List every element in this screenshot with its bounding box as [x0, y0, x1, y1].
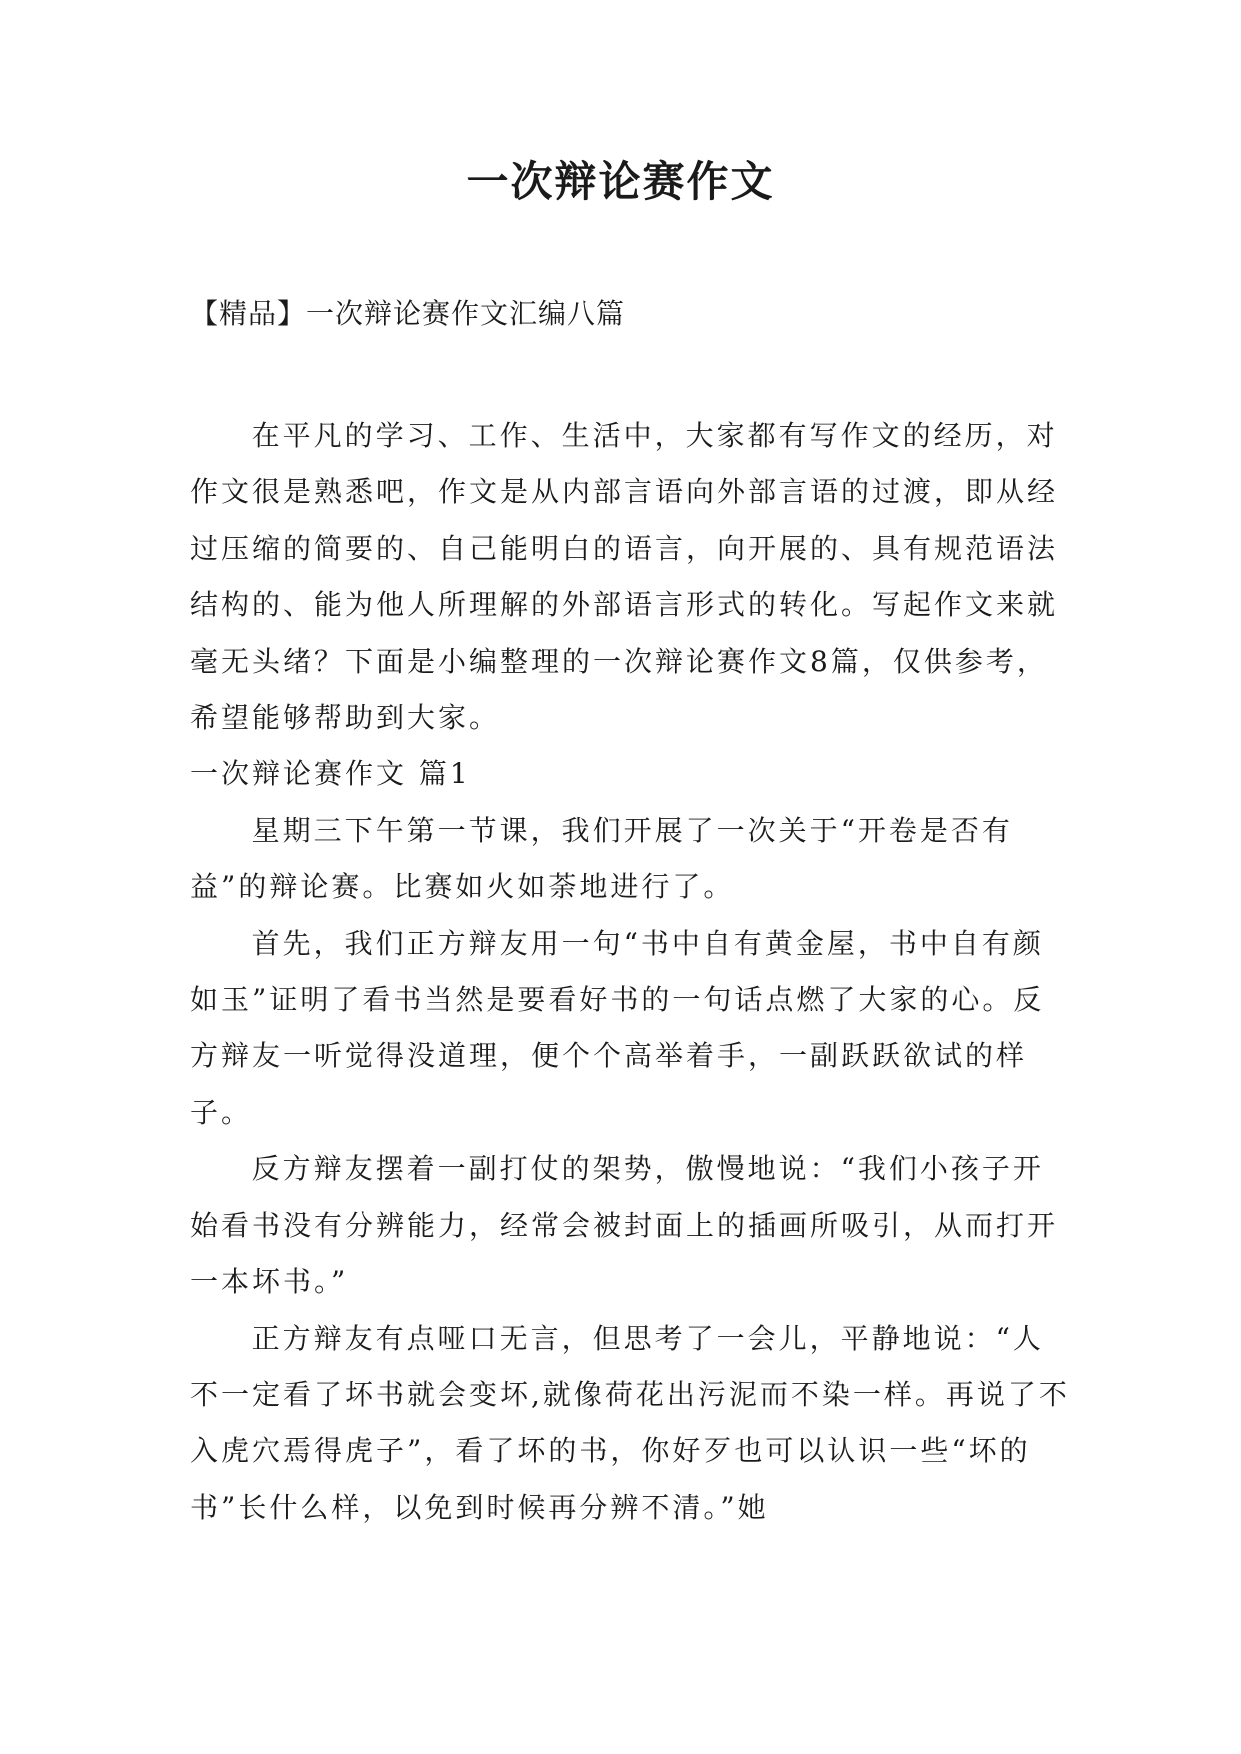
intro-paragraph: 在平凡的学习、工作、生活中，大家都有写作文的经历，对作文很是熟悉吧，作文是从内部言语向外部言语的过渡，即从经过压缩的简要的、自己能明白的语言，向开展的、具有规范语法结构的、能为他人所理解的外部语言形式的转化。写起作文来就毫无头绪？下面是小编整理的一次辩论赛作文8篇，仅供参考，希望能够帮助到大家。 — [190, 419, 1059, 735]
body-paragraph: 反方辩友摆着一副打仗的架势，傲慢地说：“我们小孩子开始看书没有分辨能力，经常会被封面上的插画所吸引，从而打开一本坏书。” — [190, 1152, 1059, 1299]
section-heading: 一次辩论赛作文 篇1 — [190, 757, 471, 791]
body-paragraph: 星期三下午第一节课，我们开展了一次关于“开卷是否有益”的辩论赛。比赛如火如荼地进行了。 — [190, 813, 1013, 904]
body-paragraph: 首先，我们正方辩友用一句“书中自有黄金屋，书中自有颜如玉”证明了看书当然是要看好书的一句话点燃了大家的心。反方辩友一听觉得没道理，便个个高举着手，一副跃跃欲试的样子。 — [190, 926, 1045, 1129]
document-title: 一次辩论赛作文 — [466, 157, 775, 206]
document-subtitle: 【精品】一次辩论赛作文汇编八篇 — [190, 297, 626, 330]
body-paragraph: 正方辩友有点哑口无言，但思考了一会儿，平静地说：“人不一定看了坏书就会变坏,就像荷花出污泥而不染一样。再说了不入虎穴焉得虎子”，看了坏的书，你好歹也可以认识一些“坏的书”长什么样，以免到时候再分辨不清。”她 — [190, 1321, 1070, 1524]
document-body — [190, 408, 1070, 1536]
